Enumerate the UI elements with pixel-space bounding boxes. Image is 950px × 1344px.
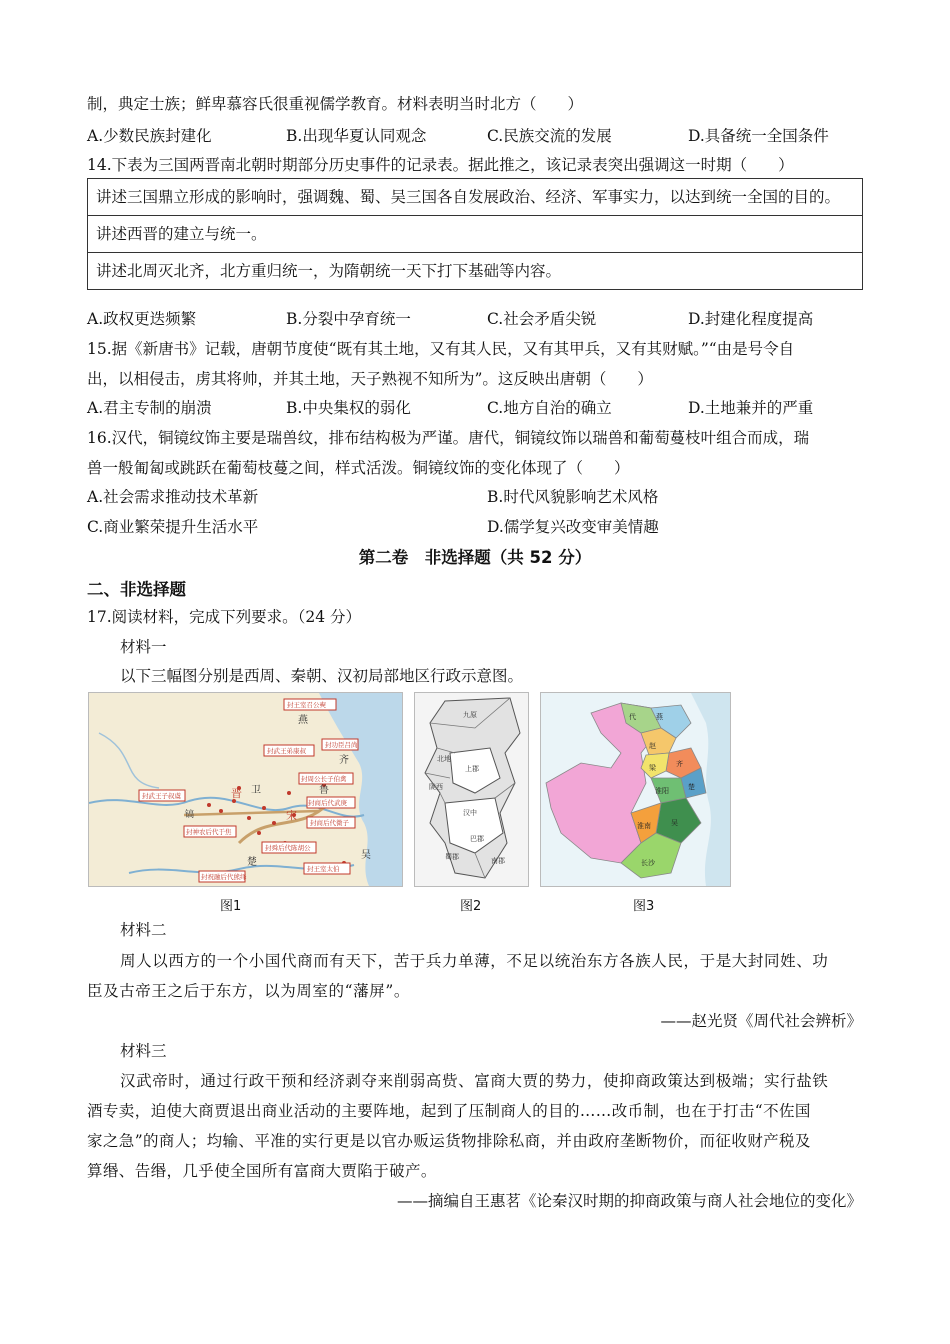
q16-option-a[interactable]: A.社会需求推动技术革新 bbox=[87, 488, 259, 506]
map1-label: 封商后代微子 bbox=[310, 819, 349, 827]
map-qin-graphic bbox=[415, 693, 528, 886]
map1-label: 楚 bbox=[247, 857, 257, 868]
material-two-line2: 臣及古帝王之后于东方，以为周室的“藩屏”。 bbox=[87, 982, 410, 1000]
q16-option-d[interactable]: D.儒学复兴改变审美情趣 bbox=[487, 518, 659, 536]
map2-label: 上郡 bbox=[465, 765, 479, 773]
q15-stem-line2: 出，以相侵击，虏其将帅，并其土地，天子熟视不知所为”。这反映出唐朝（ ） bbox=[87, 370, 653, 388]
map1-label: 鲁 bbox=[319, 785, 329, 796]
q16-stem-line2: 兽一般匍匐或跳跃在葡萄枝蔓之间，样式活泼。铜镜纹饰的变化体现了（ ） bbox=[87, 459, 630, 477]
section-two-heading: 二、非选择题 bbox=[87, 580, 186, 599]
map1-label: 晋 bbox=[231, 787, 242, 800]
material-three-line1: 汉武帝时，通过行政干预和经济剥夺来削弱高赀、富商大贾的势力，使抑商政策达到极端；实行盐铁 bbox=[120, 1072, 829, 1090]
material-three-line3: 家之急”的商人；均输、平准的实行更是以官办贩运货物排除私商，并由政府垄断物价，而征收财产税及 bbox=[87, 1132, 811, 1150]
q14-option-c[interactable]: C.社会矛盾尖锐 bbox=[487, 310, 597, 328]
map2-label: 九原 bbox=[463, 711, 477, 719]
q13-stem-tail: 制，典定士族；鲜卑慕容氏很重视儒学教育。材料表明当时北方（ ） bbox=[87, 95, 584, 113]
map3-label: 梁 bbox=[649, 764, 656, 772]
q16-option-b[interactable]: B.时代风貌影响艺术风格 bbox=[487, 488, 659, 506]
q15-option-a[interactable]: A.君主专制的崩溃 bbox=[87, 399, 212, 417]
map1-label: 镐 bbox=[185, 810, 195, 820]
map1-label: 封王室召公奭 bbox=[287, 701, 326, 709]
map2-label: 北地 bbox=[437, 755, 451, 763]
q14-record-table bbox=[87, 178, 863, 290]
q14-option-d[interactable]: D.封建化程度提高 bbox=[688, 310, 814, 328]
map1-label: 封神农后代于焦 bbox=[186, 828, 232, 836]
map1-label: 封商后代武庚 bbox=[308, 799, 347, 807]
map1-label: 封武王子叔虞 bbox=[142, 792, 181, 800]
map-western-zhou-graphic bbox=[89, 693, 402, 886]
map1-label: 封祝融后代熊绎 bbox=[201, 873, 247, 881]
map1-label: 封功臣吕尚 bbox=[325, 741, 358, 749]
map3-label: 长沙 bbox=[641, 859, 655, 867]
map3-label: 燕 bbox=[656, 713, 663, 721]
q13-option-c[interactable]: C.民族交流的发展 bbox=[487, 127, 612, 145]
q14-option-a[interactable]: A.政权更迭频繁 bbox=[87, 310, 197, 328]
map-western-zhou bbox=[88, 692, 403, 887]
map1-label: 封王室太伯 bbox=[307, 865, 340, 873]
q14-stem: 14.下表为三国两晋南北朝时期部分历史事件的记录表。据此推之，该记录表突出强调这一时期（ ） bbox=[87, 156, 794, 174]
q13-option-b[interactable]: B.出现华夏认同观念 bbox=[286, 127, 427, 145]
material-three-label: 材料三 bbox=[120, 1042, 167, 1060]
material-two-label: 材料二 bbox=[120, 921, 167, 939]
map3-label: 楚 bbox=[688, 783, 695, 791]
map3-label: 吴 bbox=[671, 819, 678, 827]
map2-label: 南郡 bbox=[491, 857, 505, 865]
q16-stem-line1: 16.汉代，铜镜纹饰主要是瑞兽纹，排布结构极为严谨。唐代，铜镜纹饰以瑞兽和葡萄蔓枝叶组合而成，瑞 bbox=[87, 429, 810, 447]
q13-option-d[interactable]: D.具备统一全国条件 bbox=[688, 127, 829, 145]
map1-label: 封周公长子伯禽 bbox=[301, 775, 347, 783]
map-qin bbox=[414, 692, 529, 887]
map1-label: 卫 bbox=[251, 785, 261, 796]
q17-stem: 17.阅读材料，完成下列要求。（24 分） bbox=[87, 608, 362, 626]
q15-stem-line1: 15.据《新唐书》记载，唐朝节度使“既有其土地，又有其人民，又有其甲兵，又有其财赋。”“由是号令自 bbox=[87, 340, 795, 358]
material-three-line2: 酒专卖，迫使大商贾退出商业活动的主要阵地，起到了压制商人的目的……改币制，也在于打击“不佐国 bbox=[87, 1102, 811, 1120]
map2-label: 陇西 bbox=[429, 783, 443, 791]
map1-label: 封武王弟康叔 bbox=[267, 747, 306, 755]
table-row: 讲述北周灭北齐，北方重归统一，为隋朝统一天下打下基础等内容。 bbox=[88, 253, 863, 290]
material-two-source: ——赵光贤《周代社会辨析》 bbox=[660, 1012, 862, 1030]
q14-option-b[interactable]: B.分裂中孕育统一 bbox=[286, 310, 411, 328]
map1-label: 宋 bbox=[286, 809, 297, 822]
q15-option-b[interactable]: B.中央集权的弱化 bbox=[286, 399, 411, 417]
part-two-title: 第二卷 非选择题（共 52 分） bbox=[358, 548, 592, 567]
q16-option-c[interactable]: C.商业繁荣提升生活水平 bbox=[87, 518, 259, 536]
figure-caption-1: 图1 bbox=[220, 899, 242, 914]
q13-option-a[interactable]: A.少数民族封建化 bbox=[87, 127, 212, 145]
material-one-label: 材料一 bbox=[120, 638, 167, 656]
q15-option-c[interactable]: C.地方自治的确立 bbox=[487, 399, 612, 417]
material-three-source: ——摘编自王惠茗《论秦汉时期的抑商政策与商人社会地位的变化》 bbox=[396, 1192, 862, 1210]
map3-label: 淮阳 bbox=[655, 787, 669, 795]
material-two-line1: 周人以西方的一个小国代商而有天下，苦于兵力单薄，不足以统治东方各族人民，于是大封同姓、功 bbox=[120, 952, 829, 970]
map1-label: 齐 bbox=[339, 755, 349, 766]
map1-label: 燕 bbox=[298, 715, 308, 726]
map2-label: 蜀郡 bbox=[445, 853, 459, 861]
map3-label: 淮南 bbox=[637, 822, 651, 830]
material-one-text: 以下三幅图分别是西周、秦朝、汉初局部地区行政示意图。 bbox=[120, 667, 524, 685]
map1-label: 吴 bbox=[361, 850, 371, 861]
map3-label: 代 bbox=[629, 713, 636, 721]
map3-label: 赵 bbox=[649, 742, 656, 750]
map2-label: 汉中 bbox=[463, 809, 477, 817]
map2-label: 巴郡 bbox=[470, 835, 484, 843]
table-row: 讲述三国鼎立形成的影响时，强调魏、蜀、吴三国各自发展政治、经济、军事实力，以达到统一全国的目的。 bbox=[88, 179, 863, 216]
figure-caption-2: 图2 bbox=[460, 899, 482, 914]
q15-option-d[interactable]: D.土地兼并的严重 bbox=[688, 399, 814, 417]
map-early-han-graphic bbox=[541, 693, 730, 886]
table-row: 讲述西晋的建立与统一。 bbox=[88, 216, 863, 253]
material-three-line4: 算缗、告缗，几乎使全国所有富商大贾陷于破产。 bbox=[87, 1162, 437, 1180]
figure-caption-3: 图3 bbox=[633, 899, 655, 914]
map1-label: 封舜后代陈胡公 bbox=[265, 844, 311, 852]
map-early-han bbox=[540, 692, 731, 887]
map3-label: 齐 bbox=[676, 760, 683, 768]
